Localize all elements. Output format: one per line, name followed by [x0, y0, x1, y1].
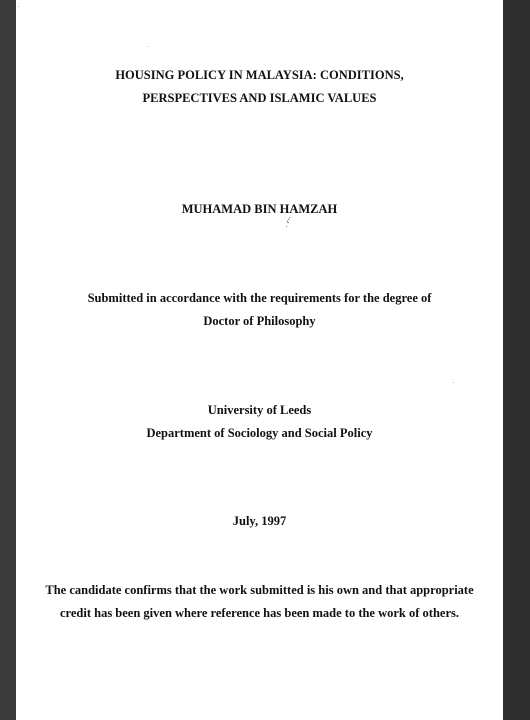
- viewer-scroll-gutter: [503, 0, 530, 720]
- title-line-2: PERSPECTIVES AND ISLAMIC VALUES: [142, 91, 377, 105]
- thesis-title-page: [16, 0, 503, 720]
- department-name: Department of Sociology and Social Policy: [146, 426, 373, 440]
- author-name: MUHAMAD BIN HAMZAH: [181, 202, 338, 216]
- university-name: University of Leeds: [207, 403, 312, 417]
- title-line-1: HOUSING POLICY IN MALAYSIA: CONDITIONS,: [115, 68, 404, 82]
- declaration-line-2: credit has been given where reference has been made to the work of others.: [59, 606, 459, 620]
- declaration-line-1: The candidate confirms that the work submitted is his own and that appropriate: [45, 583, 474, 597]
- pen-mark-icon: [284, 216, 292, 228]
- submission-date: July, 1997: [232, 514, 287, 528]
- submission-statement: Submitted in accordance with the requirements for the degree of: [87, 291, 432, 305]
- degree-name: Doctor of Philosophy: [203, 314, 316, 328]
